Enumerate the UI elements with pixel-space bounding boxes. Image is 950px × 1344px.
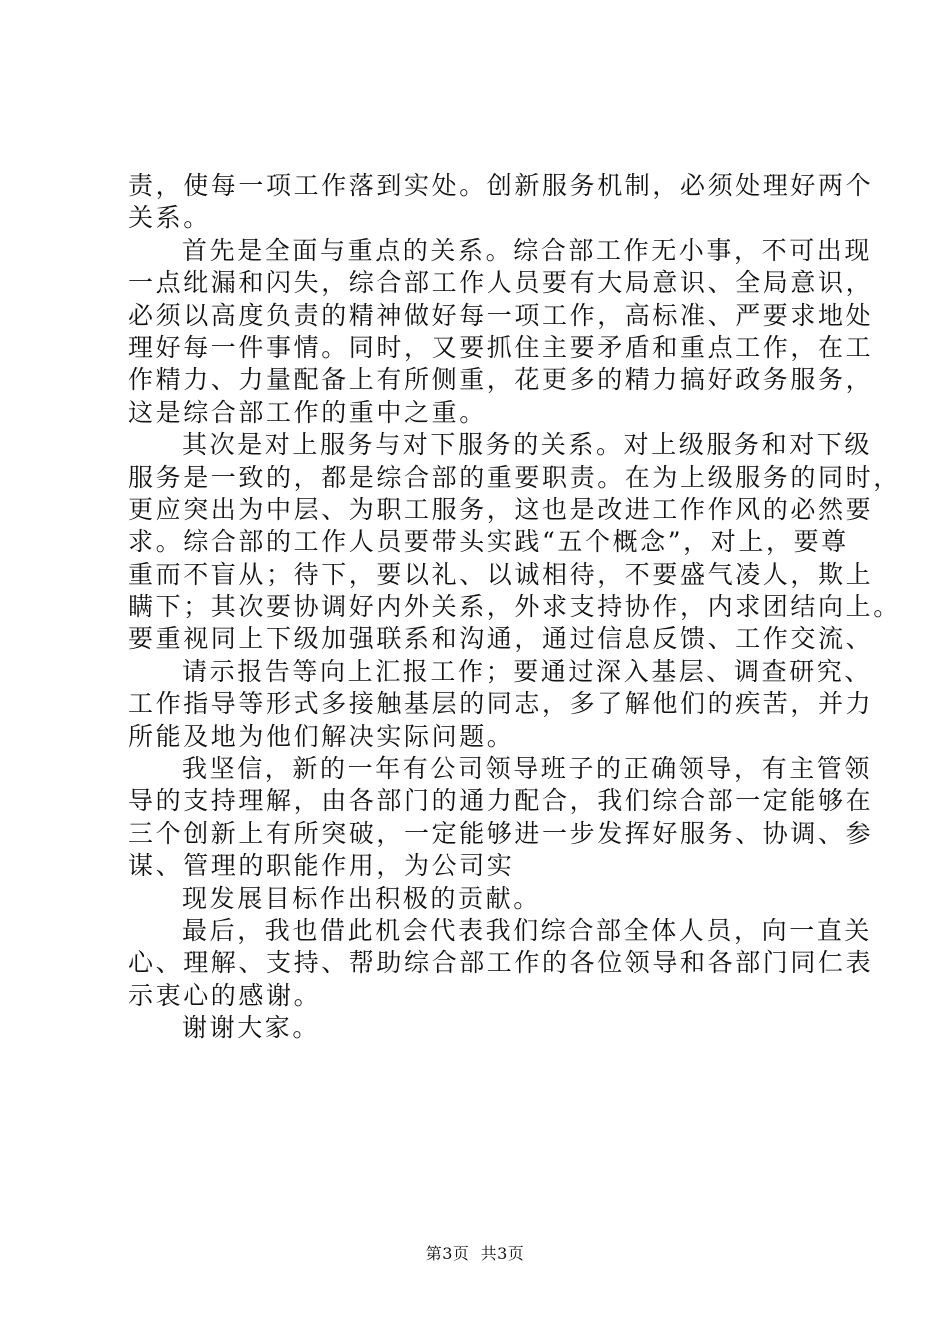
- text-line: 示衷心的感谢。: [128, 980, 322, 1010]
- text-line: 要重视同上下级加强联系和沟通，通过信息反馈、工作交流、: [128, 624, 874, 654]
- text-line: 请示报告等向上汇报工作；要通过深入基层、调查研究、: [182, 656, 873, 686]
- page-footer: 第3页 共3页: [425, 1244, 525, 1263]
- text-line: 我坚信，新的一年有公司领导班子的正确领导，有主管领: [182, 754, 873, 784]
- text-line: 求。综合部的工作人员要带头实践“五个概念”，对上，要尊: [128, 527, 849, 557]
- text-line: 工作指导等形式多接触基层的同志，多了解他们的疾苦，并力: [128, 689, 874, 719]
- text-line: 必须以高度负责的精神做好每一项工作，高标准、严要求地处: [128, 300, 874, 330]
- text-line: 服务是一致的，都是综合部的重要职责。在为上级服务的同时，: [128, 462, 901, 492]
- text-line: 所能及地为他们解决实际问题。: [128, 721, 515, 751]
- text-line: 这是综合部工作的重中之重。: [128, 397, 487, 427]
- text-line: 心、理解、支持、帮助综合部工作的各位领导和各部门同仁表: [128, 948, 874, 978]
- text-line: 谢谢大家。: [182, 1013, 321, 1043]
- text-line: 其次是对上服务与对下服务的关系。对上级服务和对下级: [182, 430, 873, 460]
- text-line: 现发展目标作出积极的贡献。: [182, 883, 541, 913]
- document-body: [128, 170, 901, 1045]
- text-line: 瞒下；其次要协调好内外关系，外求支持协作，内求团结向上。: [128, 592, 901, 622]
- text-line: 更应突出为中层、为职工服务，这也是改进工作作风的必然要: [128, 494, 874, 524]
- text-line: 首先是全面与重点的关系。综合部工作无小事，不可出现: [182, 235, 873, 265]
- text-line: 理好每一件事情。同时，又要抓住主要矛盾和重点工作，在工: [128, 332, 874, 362]
- text-line: 导的支持理解，由各部门的通力配合，我们综合部一定能够在: [128, 786, 874, 816]
- text-line: 责，使每一项工作落到实处。创新服务机制，必须处理好两个: [128, 171, 874, 200]
- text-line: 最后，我也借此机会代表我们综合部全体人员，向一直关: [182, 915, 873, 945]
- text-line: 谋、管理的职能作用，为公司实: [128, 851, 515, 881]
- text-line: 作精力、力量配备上有所侧重，花更多的精力搞好政务服务，: [128, 365, 874, 395]
- text-line: 三个创新上有所突破，一定能够进一步发挥好服务、协调、参: [128, 818, 874, 848]
- text-line: 关系。: [128, 203, 211, 233]
- text-line: 重而不盲从；待下，要以礼、以诚相待，不要盛气凌人，欺上: [128, 559, 874, 589]
- text-line: 一点纰漏和闪失，综合部工作人员要有大局意识、全局意识，: [128, 268, 874, 298]
